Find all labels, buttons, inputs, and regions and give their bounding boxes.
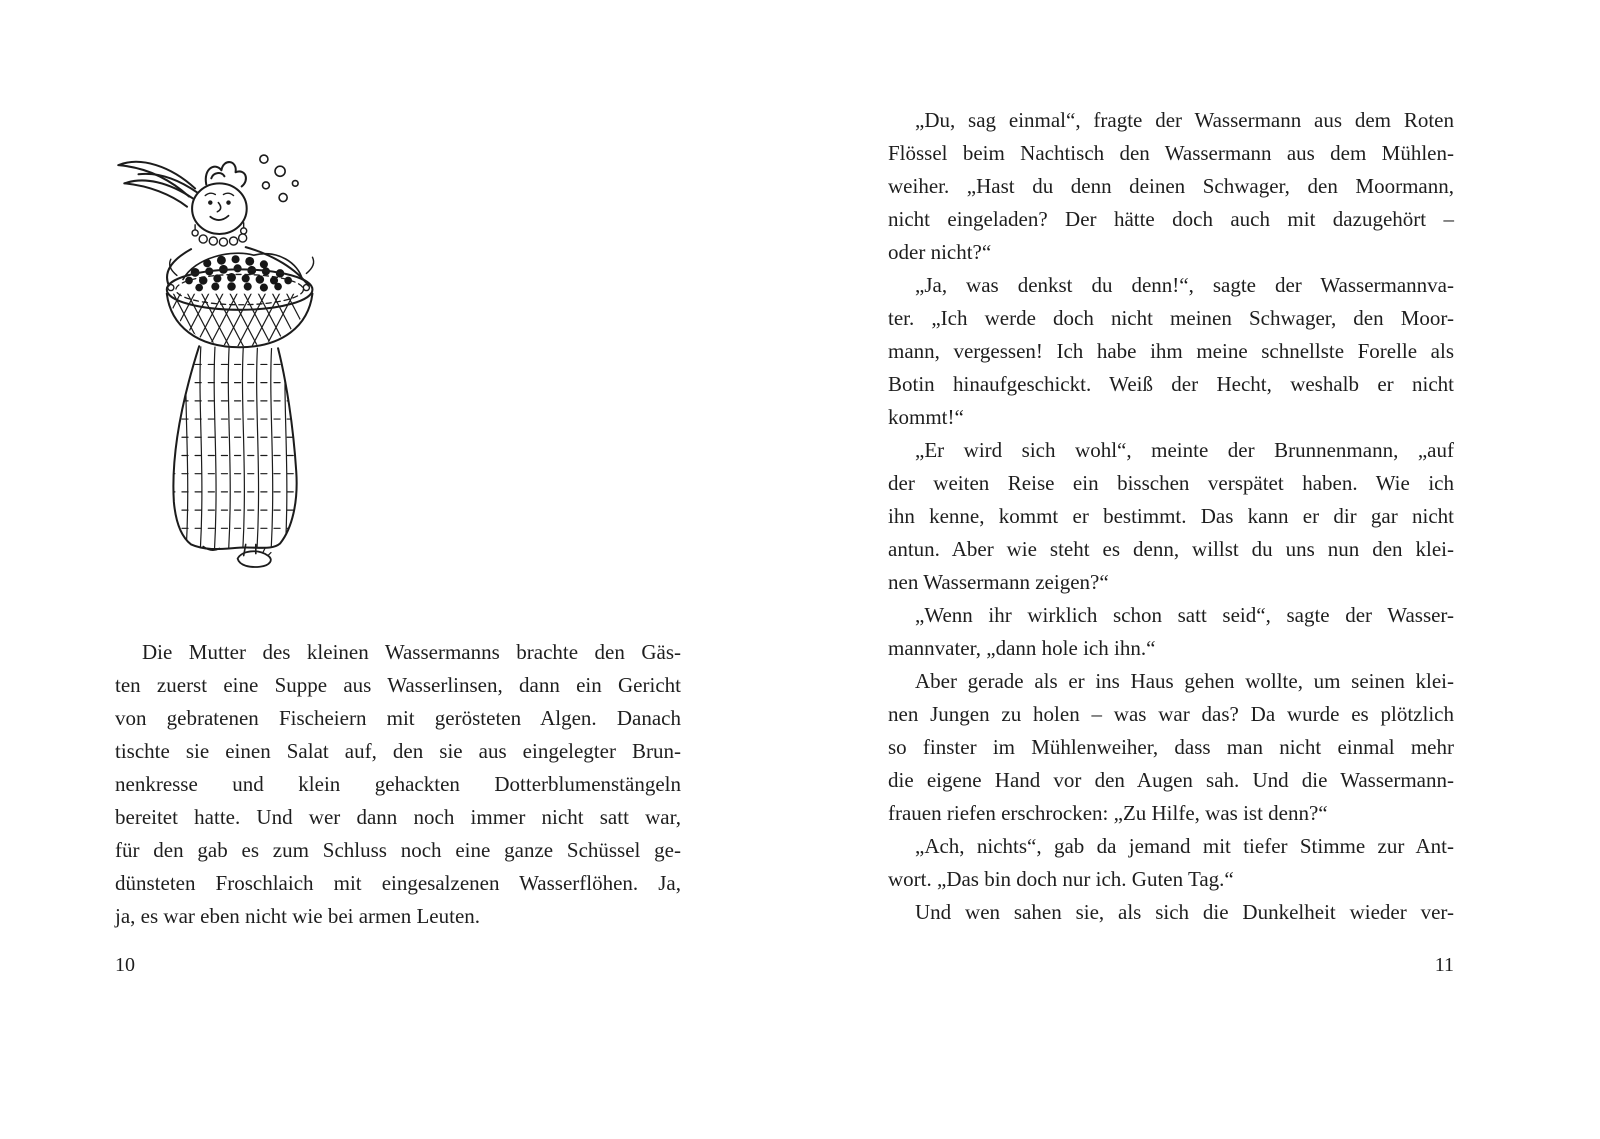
text-line: der weiten Reise ein bisschen verspätet haben. Wie ich <box>888 471 1454 495</box>
text-line: kommt!“ <box>888 405 964 429</box>
text-line: frauen riefen erschrocken: „Zu Hilfe, was ist denn?“ <box>888 801 1328 825</box>
berries <box>185 255 292 291</box>
text-line: mannvater, „dann hole ich ihn.“ <box>888 636 1156 660</box>
text-line: nicht eingeladen? Der hätte doch auch mit dazugehört – <box>888 207 1454 231</box>
text-line: nen Wassermann zeigen?“ <box>888 570 1109 594</box>
text-line: Botin hinaufgeschickt. Weiß der Hecht, weshalb er nicht <box>888 372 1454 396</box>
text-line: so finster im Mühlenweiher, dass man nicht einmal mehr <box>888 735 1454 759</box>
text-line: von gebratenen Fischeiern mit gerösteten Algen. Danach <box>115 706 681 730</box>
text-line: oder nicht?“ <box>888 240 992 264</box>
text-line: ten zuerst eine Suppe aus Wasserlinsen, dann ein Gericht <box>115 673 681 697</box>
text-line: für den gab es zum Schluss noch eine ganze Schüssel ge- <box>115 838 681 862</box>
text-line: Flössel beim Nachtisch den Wassermann aus dem Mühlen- <box>888 141 1454 165</box>
text-line: ihn kenne, kommt er bestimmt. Das kann er dir gar nicht <box>888 504 1454 528</box>
paragraph <box>888 896 1454 929</box>
mother-with-basket-illustration <box>110 150 348 590</box>
text-line: nenkresse und klein gehackten Dotterblumenstängeln <box>115 772 681 796</box>
paragraph <box>888 104 1454 269</box>
text-line: „Er wird sich wohl“, meinte der Brunnenmann, „auf <box>915 438 1454 462</box>
text-line: ter. „Ich werde doch nicht meinen Schwager, den Moor- <box>888 306 1454 330</box>
text-line: Aber gerade als er ins Haus gehen wollte, um seinen klei- <box>915 669 1454 693</box>
paragraph <box>888 599 1454 665</box>
text-line: mann, vergessen! Ich habe ihm meine schnellste Forelle als <box>888 339 1454 363</box>
page-number-right: 11 <box>1434 954 1454 976</box>
text-line: „Wenn ihr wirklich schon satt seid“, sagte der Wasser- <box>915 603 1454 627</box>
paragraph <box>888 434 1454 599</box>
text-line: „Ach, nichts“, gab da jemand mit tiefer Stimme zur Ant- <box>915 834 1454 858</box>
text-line: „Ja, was denkst du denn!“, sagte der Wassermannva- <box>915 273 1454 297</box>
text-line: bereitet hatte. Und wer dann noch immer nicht satt war, <box>115 805 681 829</box>
paragraph <box>888 830 1454 896</box>
paragraph <box>115 636 681 933</box>
text-line: Die Mutter des kleinen Wassermanns brachte den Gäs- <box>142 640 681 664</box>
page-number-left: 10 <box>115 954 135 976</box>
text-line: die eigene Hand vor den Augen sah. Und die Wassermann- <box>888 768 1454 792</box>
text-line: dünsteten Froschlaich mit eingesalzenen Wasserflöhen. Ja, <box>115 871 681 895</box>
bubbles <box>260 155 298 202</box>
text-line: antun. Aber wie steht es denn, willst du uns nun den klei- <box>888 537 1454 561</box>
text-line: Und wen sahen sie, als sich die Dunkelheit wieder ver- <box>915 900 1454 924</box>
text-line: „Du, sag einmal“, fragte der Wassermann aus dem Roten <box>915 108 1454 132</box>
text-line: wort. „Das bin doch nur ich. Guten Tag.“ <box>888 867 1234 891</box>
text-line: nen Jungen zu holen – was war das? Da wurde es plötzlich <box>888 702 1454 726</box>
text-line: weiher. „Hast du denn deinen Schwager, den Moormann, <box>888 174 1454 198</box>
right-page-text <box>888 104 1454 929</box>
paragraph <box>888 665 1454 830</box>
text-line: ja, es war eben nicht wie bei armen Leuten. <box>115 904 481 928</box>
left-page-text <box>115 636 681 933</box>
paragraph <box>888 269 1454 434</box>
text-line: tischte sie einen Salat auf, den sie aus eingelegter Brun- <box>115 739 681 763</box>
